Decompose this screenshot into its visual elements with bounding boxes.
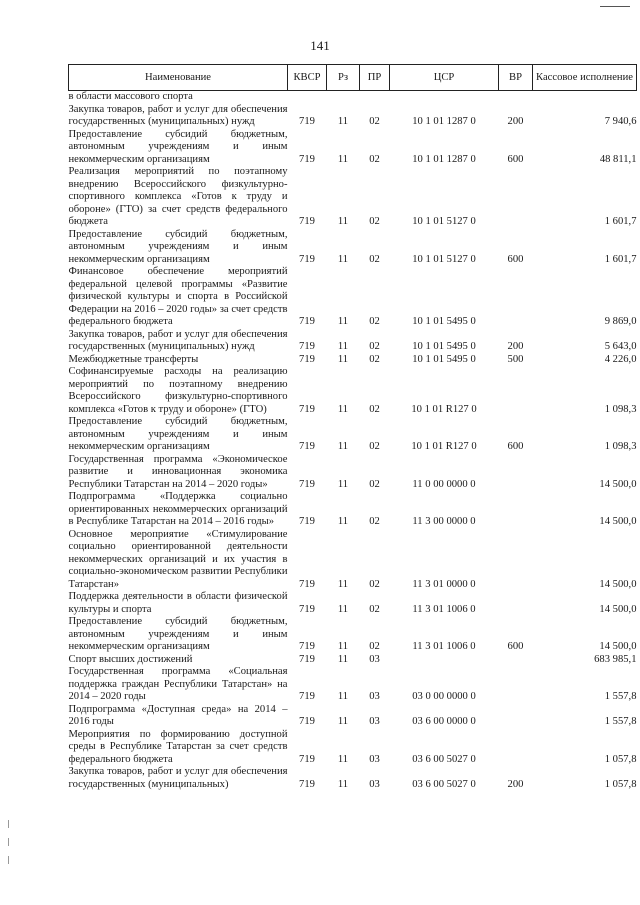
row-vr [499, 666, 533, 704]
row-kvsr: 719 [299, 653, 315, 665]
row-rz: 11 [337, 603, 349, 615]
row-name: Финансовое обеспечение мероприятий федеральной целевой программы «Развитие физической культуры и спорта в Российской Федерации на 2016 – 2020 годы» за счет средств федерального бюджета [68, 266, 288, 327]
table-row [69, 766, 637, 791]
row-kvsr: 719 [299, 716, 315, 727]
row-amount: 1 098,3 [604, 441, 637, 452]
row-csr: 11 0 00 0000 0 [412, 478, 476, 490]
row-name: Государственная программа «Экономическое развитие и инновационная экономика Республики Татарстан на 2014 – 2020 годы» [68, 453, 288, 490]
page-number: 141 [310, 38, 330, 53]
row-rz: 11 [337, 753, 349, 765]
row-amount: 14 500,0 [599, 578, 637, 590]
row-amount: 1 601,7 [604, 216, 637, 227]
row-pr: 03 [369, 753, 380, 765]
row-kvsr: 719 [299, 153, 315, 165]
row-kvsr: 719 [299, 216, 315, 227]
row-kvsr: 719 [299, 341, 315, 352]
row-csr: 10 1 01 5495 0 [412, 353, 476, 365]
row-name: Спорт высших достижений [68, 653, 193, 665]
table-row [69, 104, 637, 129]
table-row [69, 366, 637, 416]
row-name: Закупка товаров, работ и услуг для обеспечения государственных (муниципальных) нужд [68, 103, 288, 127]
row-pr: 02 [369, 478, 380, 490]
table-row [69, 729, 637, 767]
row-name: Подпрограмма «Доступная среда» на 2014 – 2016 годы [68, 703, 288, 727]
top-rule [600, 6, 630, 7]
row-vr: 200 [507, 341, 524, 352]
row-name: Закупка товаров, работ и услуг для обеспечения государственных (муниципальных) [68, 766, 288, 790]
row-pr [360, 91, 390, 104]
header-kvsr: КВСР [288, 65, 327, 91]
row-rz: 11 [337, 778, 349, 790]
row-kvsr [288, 91, 327, 104]
row-name: в области массового спорта [68, 91, 193, 102]
row-vr: 600 [507, 153, 524, 165]
row-rz: 11 [337, 316, 349, 327]
row-rz [327, 91, 360, 104]
row-amount: 683 985,1 [594, 653, 637, 665]
row-name: Поддержка деятельности в области физической культуры и спорта [68, 591, 288, 615]
table-row [69, 91, 637, 104]
row-kvsr: 719 [299, 116, 315, 127]
row-vr: 200 [507, 778, 524, 790]
row-amount: 7 940,6 [604, 116, 637, 127]
row-pr: 03 [369, 691, 380, 702]
row-name: Государственная программа «Социальная поддержка граждан Республики Татарстан» на 2014 – 2020 годы [68, 666, 288, 702]
row-amount: 5 643,0 [604, 341, 637, 352]
row-amount [533, 91, 637, 104]
row-amount: 14 500,0 [599, 516, 637, 527]
row-name: Межбюджетные трансферты [68, 353, 199, 365]
row-pr: 02 [369, 216, 380, 227]
row-vr [499, 591, 533, 616]
table-header-row [69, 65, 637, 91]
table-row [69, 666, 637, 704]
row-vr [499, 491, 533, 529]
row-vr [499, 654, 533, 667]
row-kvsr: 719 [299, 753, 315, 765]
row-csr: 11 3 00 0000 0 [412, 516, 476, 527]
row-csr: 11 3 01 0000 0 [412, 578, 476, 590]
table-row [69, 491, 637, 529]
row-csr: 03 6 00 5027 0 [412, 753, 476, 765]
table-row [69, 416, 637, 454]
row-csr: 10 1 01 5495 0 [412, 316, 476, 327]
row-amount: 14 500,0 [599, 478, 637, 490]
row-vr: 200 [507, 116, 524, 127]
header-vr: ВР [499, 65, 533, 91]
row-pr: 02 [369, 253, 380, 265]
row-amount: 48 811,1 [599, 153, 637, 165]
row-kvsr: 719 [299, 516, 315, 527]
row-name: Предоставление субсидий бюджетным, автономным учреждениям и иным некоммерческим организациям [68, 228, 288, 265]
row-csr [390, 654, 499, 667]
row-pr: 02 [369, 578, 380, 590]
row-name: Мероприятия по формированию доступной среды в Республике Татарстан за счет средств федерального бюджета [68, 728, 288, 765]
row-kvsr: 719 [299, 253, 315, 265]
row-rz: 11 [337, 716, 349, 727]
row-vr [499, 704, 533, 729]
row-amount: 14 500,0 [599, 603, 637, 615]
row-csr: 10 1 01 5127 0 [412, 253, 476, 265]
row-pr: 02 [369, 353, 380, 365]
row-pr: 02 [369, 441, 380, 452]
row-rz: 11 [337, 641, 349, 652]
row-csr: 03 6 00 5027 0 [412, 778, 476, 790]
row-rz: 11 [337, 153, 349, 165]
header-pr: ПР [360, 65, 390, 91]
row-rz: 11 [337, 353, 349, 365]
row-rz: 11 [337, 341, 349, 352]
row-kvsr: 719 [299, 641, 315, 652]
budget-table [68, 64, 637, 791]
table-row [69, 529, 637, 592]
row-amount: 1 057,8 [604, 753, 637, 765]
header-csr: ЦСР [390, 65, 499, 91]
row-kvsr: 719 [299, 353, 315, 365]
row-name: Предоставление субсидий бюджетным, автономным учреждениям и иным некоммерческим организациям [68, 616, 288, 652]
row-csr: 10 1 01 5127 0 [412, 216, 476, 227]
row-csr: 10 1 01 5495 0 [412, 341, 476, 352]
row-vr [499, 366, 533, 416]
row-csr: 11 3 01 1006 0 [412, 603, 476, 615]
row-amount: 1 557,8 [604, 716, 637, 727]
row-name: Софинансируемые расходы на реализацию мероприятий по поэтапному внедрению Всероссийского физкультурно-спортивного комплекса «Готов к труду и обороне» (ГТО) [68, 366, 288, 415]
row-kvsr: 719 [299, 478, 315, 490]
row-vr [499, 729, 533, 767]
row-pr: 02 [369, 403, 380, 415]
row-amount: 4 226,0 [604, 353, 637, 365]
table-row [69, 166, 637, 229]
row-pr: 02 [369, 603, 380, 615]
row-vr [499, 166, 533, 229]
header-amount: Кассовое исполнение [533, 65, 637, 91]
row-pr: 02 [369, 316, 380, 327]
row-kvsr: 719 [299, 603, 315, 615]
header-rz: Рз [327, 65, 360, 91]
row-vr: 600 [507, 253, 524, 265]
row-pr: 02 [369, 341, 380, 352]
row-csr: 10 1 01 1287 0 [412, 153, 476, 165]
row-rz: 11 [337, 516, 349, 527]
row-vr: 500 [507, 353, 524, 365]
row-pr: 02 [369, 641, 380, 652]
row-vr [499, 91, 533, 104]
row-pr: 03 [369, 716, 380, 727]
row-csr: 11 3 01 1006 0 [412, 641, 476, 652]
row-rz: 11 [337, 478, 349, 490]
row-vr: 600 [507, 641, 524, 652]
row-vr: 600 [507, 441, 524, 452]
row-pr: 02 [369, 116, 380, 127]
row-amount: 9 869,0 [604, 316, 637, 327]
row-kvsr: 719 [299, 578, 315, 590]
table-row [69, 229, 637, 267]
scan-margin-marks [8, 820, 12, 890]
table-row [69, 329, 637, 354]
row-pr: 03 [369, 653, 380, 665]
row-amount: 1 057,8 [604, 778, 637, 790]
row-vr [499, 529, 533, 592]
table-row [69, 704, 637, 729]
row-rz: 11 [337, 116, 349, 127]
header-name: Наименование [69, 65, 288, 91]
row-rz: 11 [337, 653, 349, 665]
row-csr: 03 0 00 0000 0 [412, 691, 476, 702]
row-vr [499, 454, 533, 492]
row-rz: 11 [337, 578, 349, 590]
row-csr [390, 91, 499, 104]
row-amount: 14 500,0 [599, 641, 637, 652]
row-kvsr: 719 [299, 441, 315, 452]
row-kvsr: 719 [299, 403, 315, 415]
row-csr: 10 1 01 1287 0 [412, 116, 476, 127]
row-pr: 03 [369, 778, 380, 790]
row-rz: 11 [337, 253, 349, 265]
row-name: Реализация мероприятий по поэтапному внедрению Всероссийского физкультурно-спортивного комплекса «Готов к труду и обороне» (ГТО) за счет средств федерального бюджета [68, 166, 288, 227]
table-row [69, 616, 637, 654]
row-name: Закупка товаров, работ и услуг для обеспечения государственных (муниципальных) нужд [68, 328, 288, 352]
row-name: Предоставление субсидий бюджетным, автономным учреждениям и иным некоммерческим организациям [68, 128, 288, 165]
row-kvsr: 719 [299, 778, 315, 790]
row-rz: 11 [337, 691, 349, 702]
row-vr [499, 266, 533, 329]
row-rz: 11 [337, 403, 349, 415]
table-row [69, 591, 637, 616]
table-row [69, 266, 637, 329]
table-row [69, 654, 637, 667]
row-csr: 10 1 01 R127 0 [411, 403, 477, 415]
row-csr: 10 1 01 R127 0 [411, 441, 477, 452]
row-pr: 02 [369, 516, 380, 527]
row-amount: 1 098,3 [604, 403, 637, 415]
row-name: Основное мероприятие «Стимулирование социально ориентированной деятельности некоммерческих организаций и их участия в социально-экономическом развитии Республики Татарстан» [68, 528, 288, 590]
table-row [69, 354, 637, 367]
row-amount: 1 601,7 [604, 253, 637, 265]
row-name: Подпрограмма «Поддержка социально ориентированных некоммерческих организаций в Республике Татарстан на 2014 – 2016 годы» [68, 491, 288, 527]
row-name: Предоставление субсидий бюджетным, автономным учреждениям и иным некоммерческим организациям [68, 416, 288, 452]
row-rz: 11 [337, 216, 349, 227]
row-rz: 11 [337, 441, 349, 452]
row-kvsr: 719 [299, 691, 315, 702]
row-kvsr: 719 [299, 316, 315, 327]
row-amount: 1 557,8 [604, 691, 637, 702]
table-row [69, 454, 637, 492]
row-csr: 03 6 00 0000 0 [412, 716, 476, 727]
table-row [69, 129, 637, 167]
row-pr: 02 [369, 153, 380, 165]
